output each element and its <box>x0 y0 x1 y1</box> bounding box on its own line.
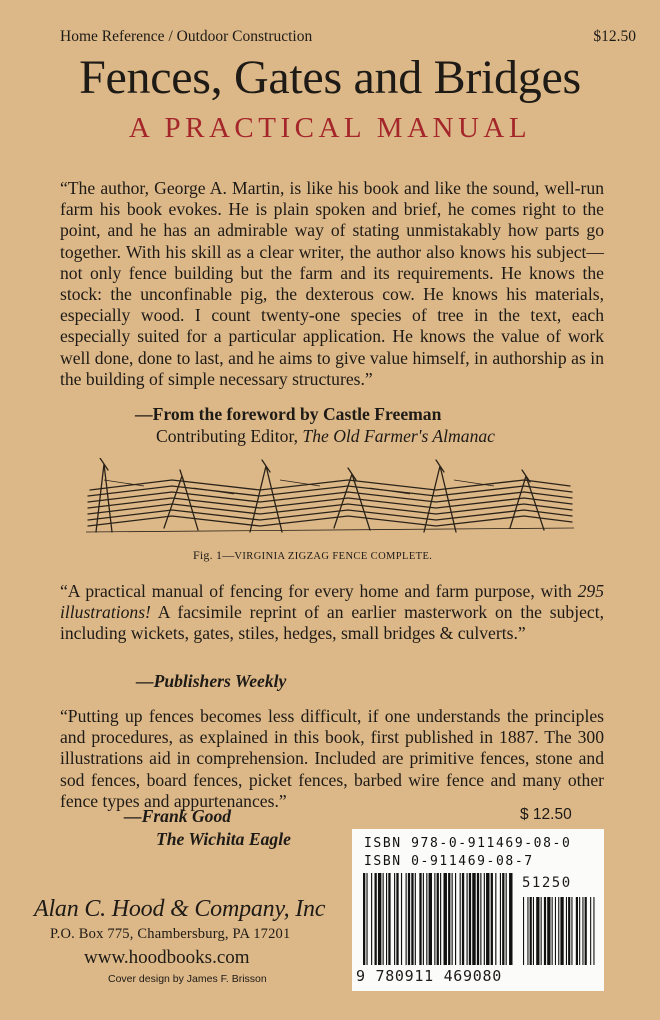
barcode-bar <box>509 873 512 965</box>
barcode-digits: 9 780911 469080 <box>356 967 502 985</box>
pw-quote-part1: “A practical manual of fencing for every home and farm purpose, with <box>60 581 578 601</box>
barcode-bar <box>366 873 367 965</box>
barcode-bar <box>484 873 485 965</box>
barcode-addon-bar <box>527 897 528 965</box>
barcode-bar <box>363 873 365 965</box>
barcode-addon-bar <box>566 897 567 965</box>
barcode-bar <box>378 873 381 965</box>
barcode-bar <box>455 873 456 965</box>
figure-label: Fig. 1— <box>193 548 235 562</box>
barcode-bar <box>434 873 435 965</box>
barcode-bar <box>495 873 496 965</box>
pw-quote-emphasis: 295 illustrations! <box>60 581 604 623</box>
barcode-price: $ 12.50 <box>520 806 572 823</box>
barcode-addon-bar <box>590 897 591 965</box>
foreword-attribution: —From the foreword by Castle Freeman <box>135 404 442 424</box>
wichita-eagle-quote: “Putting up fences becomes less difficult, if one understands the principles and procedures, as explained in this book, first published in 1887. The 300 illustrations aid in comprehension. Included are primitive fences, stone and sod fences, board fences, picket fences, barbed wire fence and many other fence types and appurtenances.” <box>60 706 604 811</box>
barcode-addon-bar <box>533 897 534 965</box>
barcode-bar <box>406 873 407 965</box>
barcode-addon-bar <box>585 897 587 965</box>
wichita-eagle-paper: The Wichita Eagle <box>156 829 291 849</box>
barcode-bar <box>472 873 475 965</box>
barcode-bar <box>394 873 395 965</box>
publisher-name: Alan C. Hood & Company, Inc <box>34 896 326 922</box>
barcode-addon-bar <box>593 897 594 965</box>
barcode-bar <box>486 873 489 965</box>
barcode-bar <box>415 873 416 965</box>
barcode-addon-bar <box>568 897 570 965</box>
barcode-addon-bar <box>530 897 532 965</box>
barcode-bar <box>437 873 439 965</box>
barcode-addon-bar <box>547 897 550 965</box>
barcode-addon-bar <box>523 897 524 965</box>
barcode-card <box>352 829 604 991</box>
barcode-addon-bar <box>536 897 539 965</box>
barcode-bar <box>388 873 390 965</box>
barcode-bar <box>480 873 481 965</box>
barcode-bar <box>500 873 501 965</box>
isbn-10: ISBN 0-911469-08-7 <box>364 854 534 869</box>
barcode-bar <box>401 873 402 965</box>
wichita-eagle-author: —Frank Good <box>124 806 232 826</box>
publisher-address: P.O. Box 775, Chambersburg, PA 17201 <box>50 926 291 942</box>
barcode-bar <box>506 873 507 965</box>
barcode-addon-bar <box>582 897 583 965</box>
book-title: Fences, Gates and Bridges <box>79 51 581 104</box>
fence-rail <box>88 516 572 526</box>
barcode-bar <box>383 873 384 965</box>
barcode-bar <box>444 873 447 965</box>
publishers-weekly-attribution: —Publishers Weekly <box>136 671 287 691</box>
barcode-bar <box>491 873 493 965</box>
barcode-bar <box>419 873 421 965</box>
category-label: Home Reference / Outdoor Construction <box>60 28 313 45</box>
figure-caption <box>193 548 432 563</box>
cover-price: $12.50 <box>593 28 636 45</box>
foreword-publication: The Old Farmer's Almanac <box>302 426 495 446</box>
barcode-bar <box>426 873 427 965</box>
foreword-role-prefix: Contributing Editor, <box>156 426 303 446</box>
foreword-quote: “The author, George A. Martin, is like his book and like the sound, well-run farm his book evokes. He is plain spoken and brief, he comes right to the point, and he has an admirable way of stating unmistakably how parts go together. With his skill as a clear writer, the author also knows his subject—not only fence building but the farm and its requirements. He knows the stock: the unconfinable pig, the dexterous cow. He knows his materials, especially wood. I count twenty-one species of tree in the text, each especially suited for a particular application. He knows the value of work well done, done to last, and he aims to give value himself, in authorship as in the building of simple necessary structures.” <box>60 178 604 389</box>
pw-quote-part2: A facsimile reprint of an earlier masterwork on the subject, including wickets, gates, stiles, hedges, small bridges & culverts.” <box>60 602 604 644</box>
barcode-addon-bar <box>560 897 563 965</box>
barcode-bar <box>462 873 464 965</box>
barcode-bar <box>448 873 450 965</box>
publisher-website[interactable]: www.hoodbooks.com <box>84 947 250 968</box>
publishers-weekly-quote <box>60 581 604 645</box>
figure-caption-text: VIRGINIA ZIGZAG FENCE COMPLETE. <box>234 551 433 562</box>
barcode-addon-bar <box>579 897 580 965</box>
barcode-bar <box>371 873 372 965</box>
zigzag-fence-illustration <box>84 458 576 536</box>
design-credit: Cover design by James F. Brisson <box>108 973 267 985</box>
barcode-bar <box>396 873 398 965</box>
barcode-bar <box>411 873 413 965</box>
barcode-bar <box>502 873 504 965</box>
isbn-13: ISBN 978-0-911469-08-0 <box>364 836 572 851</box>
barcode-bar <box>440 873 441 965</box>
barcode-bar <box>469 873 471 965</box>
barcode-addon-bar <box>576 897 578 965</box>
barcode-bar <box>429 873 432 965</box>
barcode-bar <box>423 873 424 965</box>
book-subtitle: A PRACTICAL MANUAL <box>128 112 532 144</box>
barcode-addon-bar <box>544 897 546 965</box>
barcode-addon-bar <box>555 897 556 965</box>
barcode-addon-bar <box>552 897 553 965</box>
barcode-addon-bar <box>541 897 542 965</box>
barcode-addon-bar <box>558 897 559 965</box>
barcode-bar <box>375 873 377 965</box>
foreword-role <box>156 426 495 447</box>
barcode-addon-number: 51250 <box>522 875 572 891</box>
barcode-bar <box>460 873 461 965</box>
barcode-addon-bar <box>571 897 572 965</box>
barcode-bar <box>467 873 468 965</box>
barcode-bar <box>477 873 479 965</box>
barcode-bar <box>408 873 410 965</box>
barcode-bar <box>386 873 387 965</box>
barcode-bar <box>452 873 453 965</box>
